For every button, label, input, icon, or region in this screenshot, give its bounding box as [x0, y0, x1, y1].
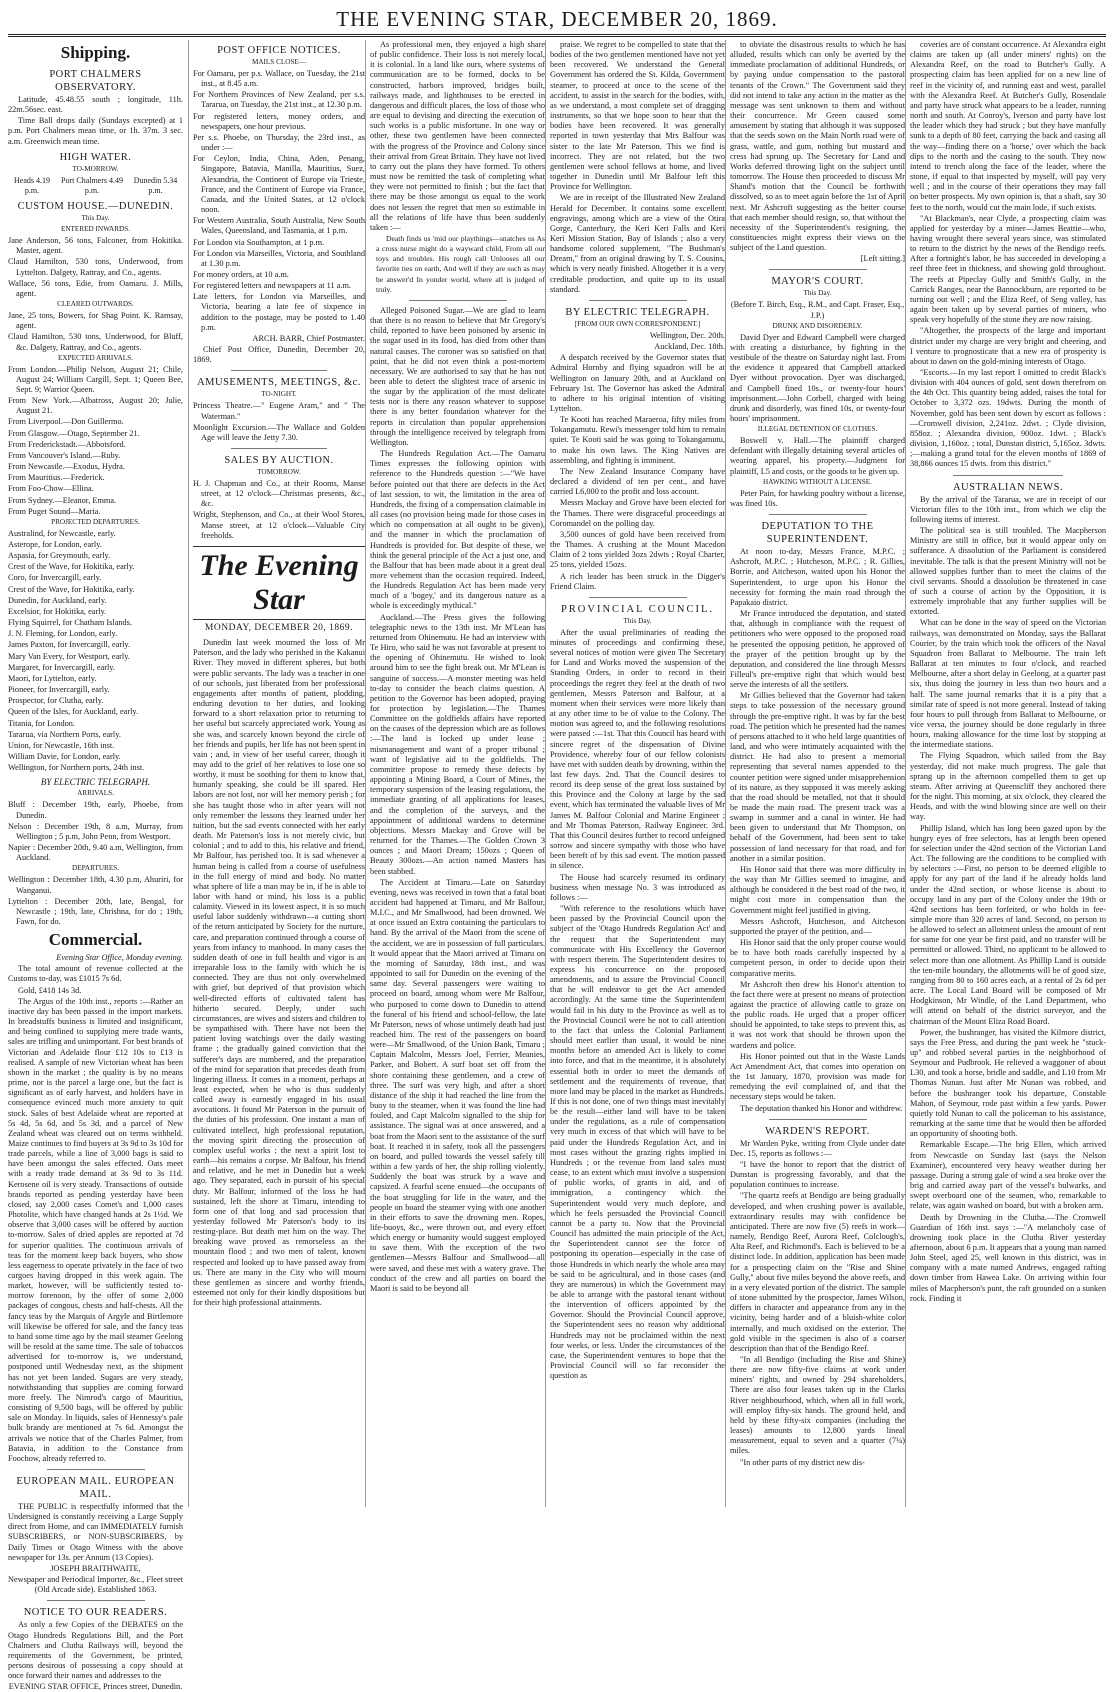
- projected-departure-item: J. N. Fleming, for London, early.: [8, 629, 118, 639]
- australian-item: By the arrival of the Tararua, we are in receipt of our Victorian files to the 10th inst., from which we clip the following items of interest.: [910, 494, 1106, 524]
- entered-item: Claud Hamilton, 530 tons, Underwood, from Lyttelton. Dalgety, Rattray, and Co., agents.: [8, 257, 183, 277]
- projected-departure-item: Crest of the Wave, for Hokitika, early.: [8, 584, 135, 594]
- divider: [47, 1469, 145, 1470]
- warden-escorts: "Escorts.—In my last report I omitted to credit Black's division with 404 ounces of gold, sent down therefrom on the 4th Oct. This quantity being added, raises the total for October to 3,372 ozs. 19dwts. During the month of November, gold has been sent down by escort as follows :—Cromwell division, 2,241oz. 2dwt. ; Clyde division, 858oz. ; Alexandra division, 900oz. 1dwt. ; Black's division, 1,160oz. ; total, Dunstan district, 5,165oz. 3dwts. ;—making a grand total for the eleven months of 1869 of 38,866 ounces 15 dwts. from this district.": [910, 368, 1106, 469]
- mayors-court-bench: (Before T. Birch, Esq., R.M., and Capt. Fraser, Esq., J.P.): [730, 300, 905, 320]
- expected-arrival-item: From Puget Sound—Maria.: [8, 506, 101, 516]
- projected-departure-item: Asterope, for London, early.: [8, 540, 102, 549]
- column-news-3: [725, 40, 905, 1507]
- european-mail-address: Newspaper and Periodical Importer, &c., Fleet street (Old Arcade side). Established 1863.: [8, 1575, 183, 1595]
- entered-heading: ENTERED INWARDS.: [60, 225, 131, 234]
- post-office-item: Per s.s. Phoebe, on Thursday, the 23rd inst., as under :—: [193, 132, 365, 153]
- court-case: David Dyer and Edward Campbell were charged with creating a disturbance, by fighting in the vestibule of the theatre on Saturday night last. From the evidence it appeared that Campbell attacked Dyer without provocation. Dyer was discharged, and Campbell fined 10s., or twenty-four hours' imprisonment.—John Corbell, charged with being drunk and disorderly, was fined 10s, or twenty-four hours' imprisonment.: [730, 332, 905, 423]
- high-water-table: [8, 176, 183, 196]
- high-water-heading: HIGH WATER.: [59, 151, 132, 163]
- left-sitting: [Left sitting.]: [860, 254, 905, 264]
- readers-notice-text: As only a few Copies of the DEBATES on the Otago Hundreds Regulations Bill, and the Port Chalmers and Clutha Railways will, beyond the requirements of the Government, be printed, persons desirous of possessing a copy should at once forward their names and addresses to the: [8, 1620, 183, 1681]
- telegraph-item: Messrs Mackay and Grove have been elected for the Thames. There were disgraceful proceedings at Coromandel on the polling day.: [550, 498, 725, 528]
- post-office-item: For London via Marseilles, Victoria, and Southland at 1.30 p.m.: [193, 248, 365, 268]
- projected-departure-item: Coro, for Invercargill, early.: [8, 573, 102, 583]
- divider: [769, 514, 867, 515]
- european-mail-text: THE PUBLIC is respectfully informed that the Undersigned is constantly receiving a Large Supply direct from Home, and can IMMEDIATELY furnish SUBSCRIBERS, or NON-SUBSCRIBERS, by Daily Times or Otago Witness with the above newspaper for 13s. per Annum (13 Copies).: [8, 1501, 183, 1562]
- wardens-report-heading: WARDEN'S REPORT.: [765, 1125, 870, 1137]
- warden-continued: coveries are of constant occurrence. At Alexandra eight claims are taken up (all under miners' rights) on the Alexandra Reef, on the road to Butcher's Gully. A prospecting claim has been applied for on a new line of reef in the vicinity of, and running east and west, parallel with the Alexandra Reef. At Butcher's Gully, Rosendale and party have struck what appears to be a leader, running north and south. At Conroy's, Iverson and party have lost the leader which they had struck ; but they have manfully sunk to a depth of 80 feet, carrying the back and casing all the way—finding there on a 'horse,' over which the back dips to the north and the casing to the south. They now intend to trench along the face of the leader, where the stone, if equal to that inspected by myself, will pay very well ; and in the course of their operations they may fall on better prospects. My own opinion is, that a shaft, say 30 feet to the north, would cut the main lode, if such exists.: [910, 40, 1106, 212]
- telegraph-heading: BY ELECTRIC TELEGRAPH.: [40, 777, 151, 788]
- court-case: Peter Pain, for hawking poultry without a license, was fined 10s.: [730, 488, 905, 508]
- cleared-item: Jane, 25 tons, Bowers, for Shag Point. K. Ramsay, agent.: [8, 311, 183, 331]
- mayors-court-sub: This Day.: [803, 289, 832, 298]
- australian-news-heading: AUSTRALIAN NEWS.: [952, 481, 1064, 493]
- commercial-heading: Commercial.: [48, 930, 143, 950]
- projected-departure-item: Union, for Newcastle, 16th inst.: [8, 740, 115, 750]
- dateline-wellington: Wellington, Dec. 20th.: [649, 330, 725, 340]
- amusements-sub: TO-NIGHT.: [261, 390, 297, 399]
- post-office-list: [193, 69, 365, 333]
- projected-departure-item: Dunedin, for Auckland, early.: [8, 595, 107, 605]
- projected-list: [8, 529, 183, 773]
- projected-departure-item: William Davie, for London, early.: [8, 751, 121, 761]
- warden-para: Mr Warden Pyke, writing from Clyde under date Dec. 15, reports as follows :—: [730, 1138, 905, 1158]
- projected-departure-item: Excelsior, for Hokitika, early.: [8, 606, 107, 616]
- page-columns: [8, 40, 1106, 1692]
- australian-item: The political sea is still troubled. The Macpherson Ministry are still in office, but it would appear only on sufferance. A dissolution of the Parliament is considered inevitable. The talk is that the present Ministry will not be allowed supplies further than to meet the claims of the civil servants. Should a dissolution be threatened in case of such a course of action by the Opposition, it is extremely improbable that any further supplies will be extorted.: [910, 526, 1106, 617]
- projected-departure-item: Wellington, for Northern ports, 24th inst.: [8, 763, 145, 773]
- expected-arrival-item: From London.—Philip Nelson, August 21; Chile, August 24; William Cargill, Sept. 1; Queen Bee, Sept. 9; Warrior Queen.: [8, 364, 183, 394]
- high-water-heads: Heads 4.19 p.m.: [14, 175, 51, 195]
- amusement-item: Moonlight Excursion.—The Wallace and Golden Age will leave the Jetty 7.30.: [193, 422, 365, 442]
- deputation-para: Mr Gillies believed that the Governor had taken steps to take possession of the necessary ground through the pre-emptive right. It was by far the best road. The petition which he presented had the names of persons attached to it who held large quantities of land, and who were intimately acquainted with the district. He had also to present a memorial representing that several names appended to the counter petition were signed under misapprehension of its nature, as they supposed it was merely asking that the road should be metalled, not that it should be made the main road. The present track was a swamp in summer and a canal in winter. He had been given to understand that Mr Thompson, on behalf of the Government, had been sent to take possession of land necessary for that road, and for another in a similar position.: [730, 691, 905, 863]
- expected-list: [8, 365, 183, 517]
- projected-departure-item: James Paxton, for Invercargill, early.: [8, 640, 131, 650]
- news-illustrated-herald: We are in receipt of the Illustrated New Zealand Herald for December. It contains some excellent engravings, among which are a view of the Otira Gorge, Canterbury, the Keri Keri Falls and Keri Keri Mission Station, Bay of Islands ; also a very handsome colored supplement, "The Bushman's Dream," from an original drawing by T. S. Cousins, which is very neatly finished. Altogether it is a very creditable production, and quite up to its usual standard.: [550, 193, 725, 294]
- news-poisoned-sugar: Alleged Poisoned Sugar.—We are glad to learn that there is no reason to believe that Mr Gregory's child, reported to have been poisoned by arsenic in the sugar used in its food, has died from other than natural causes. The coroner was so satisfied on that point, that he did not even think a post-mortem necessary. We are authorised to say that he has not been able to detect the slightest trace of arsenic in the sugar by the application of the most delicate tests nor is there any reason whatever to suppose there is any better foundation whatever for the reports in circulation than popular apprehension through the intelligence received by telegraph from Wellington.: [370, 305, 545, 447]
- dateline-auckland: Auckland, Dec. 18th.: [654, 342, 725, 352]
- expected-arrival-item: From Frederickstadt.—Abbotsford.: [8, 439, 126, 449]
- amusement-item: Princess Theatre.—" Eugene Aram," and " The Waterman.": [193, 401, 365, 421]
- warden-para: "I have the honor to report that the district of Dunstan is progressing favorably, and that the population continues to increase.: [730, 1160, 905, 1190]
- post-office-item: For Western Australia, South Australia, New South Wales, Queensland, and Tasmania, at 1 p.m.: [193, 216, 365, 236]
- commercial-report: The Argus of the 10th inst., reports :—Rather an inactive day has been passed in the import markets. In breadstuffs business is limited and insignificant, and being confined to supplying mere trade wants, sales are trifling and unimportant. For best brands of Victorian and Adelaide flour £12 10s to £13 is realised. A sample of new Victorian wheat has been shown in the market ; the quality is by no means prime, nor is the parcel a large one, but the fact is significant as of early harvest, and holders have in consequence evinced much more anxiety to quit stock. Sales of best Adelaide wheat are reported at 5s 4d, 5s 6d, and 5s 3d, and a parcel of New Zealand wheat was cleared out on terms withheld. Maize continues to find buyers at 3s 9d to 3s 10d for trade parcels, while a line of 3,000 bags is said to have been amongst the sales effected. Oats meet with a ready trade demand at 3s 9d to 3s 11d. Kerosene oil is very steady. Transactions of outside brands reported as pending yesterday have been closed, say 2,000 cases Comet's and 1,000 cases Photolite, which have changed hands at 2s 1½d. We observe that 3,000 cases will be offered by auction to-morrow. Sales of dried apples are reported at 7d for superior qualities. The continuous arrivals of teas for the moment keep back buyers, who show less eagerness to operate privately in the face of two cargoes having dropped in this week again. The market, however, will be sufficiently tested to-morrow forenoon, by the offer of some 2,000 packages of congous, chests and half-chests. All the fancy teas by the Marquis of Argyle and Birtlemore will likewise be offered for sale, and the fancy teas to hand some time ago by the mail steamer Geelong will be resold at the same time. The sale of tobaccos advertised for to-morrow is, we understand, postponed until Wednesday next, as the shipment has not yet been landed. Sugars are very steady, notwithstanding that supplies are coming forward more freely. The Nimrod's cargo of Mauritius, consisting of 9,500 bags, will be offered by public sale on Monday. In liquids, sales of Hennessy's pale bulk brandy are mentioned at 7s 6d. Amongst the arrivals we notice that of the Charles Palmer, from Batavia, in addition to the Constance from Foochow, already referred to.: [8, 996, 183, 1463]
- expected-arrival-item: From New York.—Albatross, August 20; Julie, August 21.: [8, 396, 183, 416]
- post-office-item: For Ceylon, India, China, Aden, Penang, Singapore, Batavia, Manilla, Mauritius, Suez, Alexandria, the Continent of Europe via Trieste, France, and the Continent of Europe via France, Canada, and the United States, at 12 o'clock noon.: [193, 154, 365, 215]
- projected-departure-item: Queen of the Isles, for Auckland, early.: [8, 707, 139, 717]
- custom-house-heading: CUSTOM HOUSE.—DUNEDIN.: [17, 201, 174, 213]
- timaru-accident-continued: praise. We regret to be compelled to state that the bodies of the two gentlemen mentioned have not yet been recovered. We understand the General Government has ordered the St. Kilda, Government steamer, to proceed at once to the scene of the accident, to assist in the search for the bodies, with, as we understand, a most complete set of dragging instruments, so that we hope soon to hear that the bodies have been recovered. It was generally reported in town yesterday that Mrs Balfour was sister to the late Mr Paterson. This we find is incorrect. They are not related, but the two gentlemen were school fellows at home, and lived together in Dunedin until Mr Balfour left this Province for Wellington.: [550, 40, 725, 192]
- post-office-item: For registered letters and newspapers at 11 a.m.: [193, 281, 351, 291]
- mayors-court-heading: MAYOR'S COURT.: [771, 276, 864, 288]
- projected-departure-item: Aspasia, for Greymouth, early.: [8, 551, 111, 561]
- telegraph-item: Te Kooti has reached Maraeroa, fifty miles from Tokangamutu. Rewi's messenger told him to remain quiet. Te Kooti said he was going to Tokangamutu, to make his own laws. The King Natives are assembling, and fighting is imminent.: [550, 415, 725, 465]
- warden-continued: "At Blackman's, near Clyde, a prospecting claim was applied for yesterday by a miner—James Beattie—who, having wrought there several years since, was stimulated to return to the district by the news of the Bendigo reefs. After a fortnight's labor, he has succeeded in developing a reef three feet in thickness, and showing gold throughout. The reefs at Pipeclay Gully and Smith's Gully, in the Carrick Ranges, near the Bannockburn, are reported to be turning out well ; and the Eliza Reef, of Seng valley, has again been taken up by several parties of miners, who speak very hopefully of the stone they are now raising.: [910, 213, 1106, 325]
- drunk-heading: DRUNK AND DISORDERLY.: [772, 321, 863, 330]
- telegraph-item: A despatch received by the Governor states that Admiral Hornby and flying squadron will be at Wellington on January 20th, and at Auckland on February 1st. The Governor has asked the Admiral to adhere to his original intention of visiting Lyttelton.: [550, 353, 725, 413]
- projected-departure-item: Maori, for Lyttelton, early.: [8, 673, 97, 683]
- european-mail-name: JOSEPH BRAITHWAITE,: [50, 1563, 141, 1573]
- readers-notice-heading: NOTICE TO OUR READERS.: [23, 1607, 168, 1619]
- warden-para: "The quartz reefs at Bendigo are being gradually developed, and when crushing power is available, extraordinary results may with confidence be anticipated. There are now five (5) reefs in work—namely, Bendigo Reef, Aurora Reef, Colclough's, Alta Reef, and Richmond's. Each is believed to be a distinct lode. In addition, application has been made for a prospecting claim on the "Rise and Shine Gully," about five miles beyond the above reefs, and in a very elevated portion of the district. The sample of stone submitted by the prospector, James Wilson, differs in character and appearance from any in the vicinity, being harder and of a bluish-white color internally, and much oxidised on the exterior. The gold visible in the specimen is also of a coarser description than that of the Bendigo Reef.: [730, 1191, 905, 1353]
- sales-sub: TOMORROW.: [257, 468, 301, 476]
- council-message: "With reference to the resolutions which have been passed by the Provincial Council upon the subject of the 'Otago Hundreds Regulation Act' and the request that the Superintendent may communicate with His Excellency the Governor with respect thereto. The Superintendent desires to express his concurrence on the proposed amendments, and to assure the Provincial Council that he will endeavor to get the Act amended accordingly. At the same time the Superintendent would fail in his duty to the Province as well as to the Provincial Council were he not to call attention to the fact that unless the Colonial Parliament should meet earlier than usual, it would be nine months before an amended Act is likely to come into force, and that in the meantime, it is absolutely essential both in order to meet the demands of settlement and the requirements of revenue, that more land may be placed in the market as Hundreds. If this is not done, one of two things must inevitably be the result—either land will have to be taken under the regulations, as a rule of compensation very much in excess of that which will have to be paid under the Hundreds Regulation Act, and in most cases without the grazing rights implied in Hundreds ; or the revenue from land sales must cease, to an extent which must involve a suspension of public works, of grants in aid, and of immigration, a contingency which the Superintendent would very much deplore, and which he feels persuaded the Provincial Council cannot be a party to. Now that the Provincial Council has admitted the main principle of the Act, the Superintendent cannot see the force of postponing its operation—especially in the case of those Hundreds in which nearly the whole area may be said to be agricultural, and in those cases (and they are numerous) in which the Government may be able to arrange with the pastoral tenant without the intervention of officers appointed by the Governor. Should the Provincial Council approve, the Superintendent sees no reason why additional Hundreds may not be proclaimed within the next four weeks, or less. Under the circumstances of the case, the Superintendent ventures to hope that the Provincial Council will so far reconsider the question as: [550, 904, 725, 1381]
- issue-date: MONDAY, DECEMBER 20, 1869.: [204, 622, 354, 633]
- news-auckland: Auckland.—The Press gives the following telegraphic news to the 13th inst. Mr M'Lean has returned from Ohinemutu. He had an interview with Te Hiro, who said he was not favorable at present to the opening of Ohinemutu. He wished to look around him to see the fight break out. Mr M'Lean is sanguine of success.—A monster meeting was held to-day to consider the beach claims question. A petition to the Governor has been adopted, praying for protection by legislation.—The Thames Committee on the goldfields affairs have reported on the causes of the depression which are as follows :—The land is locked up under lease ; mismanagement and want of a proper tribunal ; want of legislative aid to the goldfields. The committee propose to remedy these defects by appointing a Mining Board, a Court of Mines, the temporary suspension of the leasing regulations, the immediate granting of all applications for leases, and the completion of the surveys, and the appointment of additional wardens to determine objections. Messrs Mackay and Grove will be returned for the Thames.—The Golden Crown 3 ounces ; and Maori Dream; 150ozs ; Queen of Beauty 300ozs.—An action named Masters has been stabbed.: [370, 612, 545, 876]
- telegraph-item: A rich leader has been struck in the Digger's Friend Claim.: [550, 571, 725, 591]
- projected-departure-item: Tararua, via Northern Ports, early.: [8, 729, 121, 739]
- high-water-sub: TO-MORROW.: [72, 164, 119, 173]
- departures-heading: DEPARTURES.: [71, 864, 120, 873]
- clothes-heading: ILLEGAL DETENTION OF CLOTHES.: [757, 425, 878, 434]
- council-message-continued: to obviate the disastrous results to which he has alluded, results which can only be averted by the immediate proclamation of additional Hundreds, or by paying undue compensation to the pastoral tenants of the Crown." The Government said they did not intend to take any action in the matter as the message was sent unknown to them and without their concurrence. Mr Green caused some amusement by stating that although it was supposed that the seeds sown on the Main North road were of grass, wattle, and gum, nothing but mustard and cress had sprung up. The Secretary for Land and Works deferred throwing light on the subject until tomorrow. The House then proceeded to discuss Mr Shand's motion that the Council be forthwith dissolved, so as to meet again before the 1st of April next. Mr Ashcroft suggesting as the better course that each member should resign, so, that without the necessity of the Superintendent's resigning, the constituencies might express their views on the subject of the Land question.: [730, 40, 905, 253]
- projected-departure-item: Mary Van Every, for Westport, early.: [8, 651, 130, 661]
- divider: [769, 269, 867, 270]
- post-office-item: For London via Southampton, at 1 p.m.: [193, 237, 325, 247]
- australian-item: The Flying Squadron, which sailed from the Bay yesterday, did not make much progress. The gale that sprang up in the afternoon compelled them to get up steam. After arriving at Queenscliff they anchored there for the night. This morning, at six o'clock, they cleared the Heads, and with the wind blowing since are well on their way.: [910, 751, 1106, 822]
- european-mail-heading: EUROPEAN MAIL. EUROPEAN MAIL.: [16, 1475, 175, 1500]
- australian-item: Death by Drowning in the Clutha.—The Cromwell Guardian of 16th inst. says :—"A melancholy case of drowning took place in the Clutha River yesterday afternoon, about 6 p.m. It appears that a young man named John Steel, aged 25, well known in this district, was in company with a mate named Andrews, engaged rafting down timber from Hawea Lake. On arriving within four miles of Macpherson's punt, the raft grounded on a sunken rock. Finding it: [910, 1212, 1106, 1303]
- expected-arrival-item: From Sydney.—Eleanor, Emma.: [8, 495, 117, 505]
- australian-item: Power, the bushranger, has visited the Kilmore district, says the Free Press, and during the past week he "stuck-up" and robbed several parties in the neighborhood of Seymour and Pudbrook. He relieved a waggoner of about L30, and took a horse, bridle and saddle, and L10 from Mr Thomas Nunan. Just after Mr Nunan was robbed, and before the bushranger took his departure, Constable Mahon, of Seymour, rode past within a few yards. Power quietly told Nunan to call the policeman to his assistance, remarking at the same time that he would then be afforded an opportunity of shooting both.: [910, 1027, 1106, 1139]
- column-news-1: [365, 40, 545, 1507]
- post-office-date: Chief Post Office, Dunedin, December 20, 1869.: [193, 345, 365, 365]
- divider: [231, 370, 327, 371]
- newspaper-nameplate: The Evening Star: [193, 546, 365, 620]
- commercial-office: Evening Star Office, Monday evening.: [56, 953, 183, 963]
- expected-arrival-item: From Vancouver's Island.—Ruby.: [8, 450, 121, 460]
- warden-para: "In other parts of my district new dis-: [740, 1457, 865, 1467]
- post-office-sub: MAILS CLOSE—: [251, 58, 307, 66]
- projected-heading: PROJECTED DEPARTURES.: [51, 517, 140, 526]
- divider: [409, 300, 507, 301]
- post-office-heading: POST OFFICE NOTICES.: [217, 45, 341, 56]
- editorial-verse: Death finds us 'mid our playthings—snatches us As a cross nurse might do a wayward child, From all our toys and troubles. His rough call Unlooses all our favorite ties on earth, And well if they are such as may be answer'd In yonder world, where all is judged of truly.: [376, 233, 545, 294]
- court-case: Boswell v. Hall.—The plaintiff charged defendant with illegally detaining several articles of wearing apparel, his property.—Judgment for plaintiff, L5 and costs, or the goods to be given up.: [730, 436, 905, 476]
- projected-departure-item: Margaret, for Invercargill, early.: [8, 662, 115, 672]
- amusements-heading: AMUSEMENTS, MEETINGS, &c.: [197, 377, 361, 389]
- readers-notice-sign: EVENING STAR OFFICE, Princes street, Dunedin.: [8, 1682, 183, 1692]
- cleared-item: Claud Hamilton, 530 tons, Underwood, for Bluff, &c. Dalgety, Rattray, and Co., agents.: [8, 332, 183, 352]
- australian-item: What can be done in the way of speed on the Victorian railways, was demonstrated on Monday, says the Ballarat Courier, by the train which took the officers of the Naval Squadron from Ballarat to Melbourne. The train left Ballarat at ten minutes to four o'clock, and reached Melbourne, after a short delay in Geelong, at a quarter past six, thus doing the journey in less than two hours and a half. The same journal remarks that it is a pity that a similar rate of speed is not more general. Instead of taking four hours to pull through from Ballarat to Melbourne, or vice versa, the journey should be done regularly in three hours, making allowance for the time lost by stopping at the intermediate stations.: [910, 618, 1106, 750]
- deputation-heading: DEPUTATION TO THE SUPERINTENDENT.: [761, 521, 874, 546]
- column-editorial: [188, 40, 365, 1507]
- column-news-2: [545, 40, 725, 1507]
- expected-arrival-item: From Liverpool.—Don Guillermo.: [8, 417, 124, 427]
- deputation-para: At noon to-day, Messrs France, M.P.C. ; Ashcroft, M.P.C. ; Hutcheson, M.P.C. ; R. Gillies, Borrie, and Aitcheson, waited upon his Honor the Superintendent, to urge upon his Honor the necessity for forming the main road through the Papakaio district.: [730, 547, 905, 607]
- arrival-item: Bluff : December 19th, early, Phoebe, from Dunedin.: [8, 800, 183, 820]
- departure-item: Lyttelton : December 20th, late, Bengal, for Newcastle ; 19th, late, Chrishna, for do ; 19th, Fawn, for do.: [8, 896, 183, 926]
- australian-item: Phillip Island, which has long been gazed upon by the hungry eyes of free selectors, has at length been opened for selection under the 42nd section of the Victorian Land Act. The following are the conditions to be complied with by selectors :—First, no person to be deemed eligible to apply for any part of the land if he already holds land under the 42nd section, or whose license is about to occupy land in any part of the Colony under the 19th or 42nd sections has been forfeited, or who holds in fee-simple more than 320 acres of land. Second, no person to be allowed to select an allotment unless the amount of rent for same for one year be first paid, and no transfer will be permitted or allowed. Third, no applicant to be allowed to select more than one allotment. As Phillip Land is outside the ten-mile boundary, the allotments will be of good size, ranging from 80 to 160 acres each, at a rental of 2s 6d per acre. The Local Land Board will be composed of Mr Hodgkinson, Mr Windle, of the Land Department, who will attend on behalf of the district surveyor, and the chairman of the Mount Eliza Road Board.: [910, 823, 1106, 1026]
- hawking-heading: HAWKING WITHOUT A LICENSE.: [763, 477, 872, 486]
- commercial-revenue: The total amount of revenue collected at the Customs to-day, was £1015 7s 6d.: [8, 964, 183, 984]
- post-office-item: For money orders, at 10 a.m.: [193, 269, 289, 279]
- projected-departure-item: Crest of the Wave, for Hokitika, early.: [8, 562, 135, 572]
- departure-item: Wellington : December 18th, 4.30 p.m, Ahuriri, for Wanganui.: [8, 875, 183, 895]
- arrival-item: Napier : December 20th, 9.40 a.m, Wellington, from Auckland.: [8, 843, 183, 863]
- council-proceedings: After the usual preliminaries of reading the minutes of proceedings and confirming these, several notices of motion were given The Secretary for Land and Works moved the suspension of the Standing Orders, in order to record in their proceedings the regret they feel at the death of two gentlemen, Messrs Paterson and Balfour, at a moment when their services were more likely than at any other time to be of value to the Colony. The motion was agreed to, and the following resolutions were passed :—1st. That this Council has heard with sincere regret of the dispensation of Divine Providence, whereby four of our fellow colonists have met with sudden death by drowning, within the last few days. 2nd. That the Council desires to record its deep sense of the great loss sustained by this Province and the Colony at large by the sad event, which has terminated the valuable lives of Mr James M. Balfour Colonial and Marine Engineer ; and Mr Thomas Paterson, Railway Engineer. 3rd. That this Council desires further to record unfeigned sorrow and sincere sympathy with those who have been bereft of by this sad event. The motion passed in silence.: [550, 627, 725, 871]
- deputation-para: His Honor said that the only proper course would be to have both roads carefully inspected by a competent person, in order to decide upon their comparative merits.: [730, 938, 905, 978]
- telegraph-item: The New Zealand Insurance Company have declared a dividend of ten per cent., and have carried L6,000 to the profit and loss account.: [550, 466, 725, 497]
- expected-arrival-item: From Mauritius.—Frederick.: [8, 473, 105, 483]
- observatory-timeball: Time Ball drops daily (Sundays excepted) at 1 p.m. Port Chalmers mean time, or 1h. 37m. 3 sec. a.m. Greenwich mean time.: [8, 116, 183, 146]
- projected-departure-item: Pioneer, for Invercargill, early.: [8, 685, 110, 695]
- divider: [953, 475, 1063, 476]
- observatory-text: Latitude, 45.48.55 south ; longitude, 11h. 22m.56sec. east.: [8, 95, 183, 115]
- telegraph-item: 3,500 ounces of gold have been received from the Thames. A crushing at the Mount Macedon Claim of 2 tons yielded 3ozs 2dwts ; Royal Charter, 25 tons, yielded 15ozs.: [550, 529, 725, 570]
- projected-departure-item: Titania, for London.: [8, 718, 75, 728]
- shipping-heading: Shipping.: [60, 43, 131, 62]
- electric-telegraph-heading: BY ELECTRIC TELEGRAPH.: [565, 306, 710, 318]
- column-news-4: [905, 40, 1106, 1507]
- custom-house-sub: This Day.: [81, 214, 110, 223]
- sale-item: H. J. Chapman and Co., at their Rooms, Manse street, at 12 o'clock—Christmas presents, &c., &c.: [193, 479, 365, 509]
- divider: [589, 597, 687, 598]
- projected-departure-item: Flying Squirrel, for Chatham Islands.: [8, 618, 132, 628]
- entered-item: Jane Anderson, 56 tons, Falconer, from Hokitika. Master, agent.: [8, 236, 183, 256]
- post-office-item: For Oamaru, per p.s. Wallace, on Tuesday, the 21st inst., at 8.45 a.m.: [193, 69, 365, 89]
- electric-telegraph-sub: [FROM OUR OWN CORRESPONDENT.]: [574, 319, 701, 328]
- news-hundreds-act: The Hundreds Regulation Act.—The Oamaru Times expresses the following opinion with reference to the Hundreds question :—"We have before pointed out that there are defects in the Act of last session, to wit, the limitation in the area of Hundreds, the fixing of a compensation claimable in all cases (no provision being made for those cases in which no compensation at all ought to be given), and the manner in which the proclamation of Hundreds is provided for. But despite of these, we think the general principle of the Act a just one, and the Balfour that has been made about it a great deal more vehement than the occasion required. Indeed, the Hundreds Regulation Act has been made very much of a 'bogey,' and its dangerous nature as a whole is exceedingly mythical.": [370, 449, 545, 611]
- post-office-item: For registered letters, money orders, and newspapers, one hour previous.: [193, 111, 365, 131]
- editorial-continued: As professional men, they enjoyed a high share of public confidence. Their loss is not merely local, it is colonial. In a land like ours, where systems of communication are to be formed, docks to be constructed, harbors improved, bridges built, railways made, and lighthouses to be erected in dangerous and difficult places, the loss of those who are equal to devising and directing the execution of such works is a public misfortune. In one way or other, these two gentlemen have been connected with the progress of the Province and Colony since their arrival from Great Britain. They have not lived to carry out the plans they have formed. To others must now be remitted the task of completing what they were not permitted to finish ; but the fact that there may be those amongst us equal to the work does not lessen the regret that men so estimable in all the relations of life have thus been suddenly taken :—: [370, 40, 545, 232]
- commercial-gold: Gold, £418 14s 3d.: [18, 985, 82, 995]
- divider: [47, 1600, 145, 1601]
- expected-arrival-item: From Glasgow.—Otago, September 21.: [8, 428, 140, 438]
- warden-para: "In all Bendigo (including the Rise and Shine) there are now fifty-five claims at work under miners' rights, and owned by 294 shareholders. There are also four leases taken up in the Clarks River neighbourhood, which, when all in full work, will employ fifty-six hands. The ground held, and held by these fifty-six companies (including the leases) amounts to 12,800 yards lineal measurement, equal to seven and a quarter (7¼) miles.: [730, 1354, 905, 1456]
- sales-heading: SALES BY AUCTION.: [224, 455, 334, 466]
- news-timaru-accident: The Accident at Timaru.—Late on Saturday evening, news was received in town that a fatal boat accident had happened at Timaru, and Mr Balfour, M.I.C., and Mr Smallwood, had been drowned. We at once issued an Extra containing the particulars to hand. By the arrival of the Maori from the scene of the accident, we are in possession of full particulars. It would appear that the Maori arrived at Timaru on the morning of Saturday, 18th inst., and was appointed to sail for Dunedin on the evening of the same day. Several passengers were waiting to proceed on board, among whom were Mr Balfour, who purposed to come down to Dunedin to attend the funeral of his friend and school-fellow, the late Mr Paterson, news of whose untimely death had just reached him. The rest of the passengers on board were—Mr Smallwood, of the Union Bank, Timaru ; Captain Malcolm, Messrs Joel, Ferrier, Meanies, Parker, and Bobert. A surf boat set off from the shore containing these gentlemen, and a crew of three. The surf was very high, and after a short distance of the ship it had reached the line from the buoy to the steamer, when it was found the line had fouled, and Capt Malcolm signalled to the ship for assistance. The signal was at once answered, and a boat from the Maori sent to the assistance of the surf boat. It reached it in safety, took all the passengers on board, and pulled towards the vessel safely till within a few yards of her, the ship rolling violently. Suddenly the boat was struck by a wave and capsized. A fearful scene ensued—the occupants of the boat struggling for life in the water, and the people on board the steamer vying with one another in their efforts to save the drowning men. Ropes, life-buoys, &c., were thrown out, and every effort which energy or humanity would suggest employed to save them. With the exception of the two gentlemen—Messrs Balfour and Smallwood—all were saved, and these met with a watery grave. The conduct of the crew and all parties on board the Maori is said to be beyond all: [370, 877, 545, 1293]
- deputation-para: Mr Ashcroft then drew his Honor's attention to the fact there were at present no means of protection against the practice of allowing cattle to graze on the public roads. He urged that a proper officer should be appointed, to take steps to prevent this, as it was not work that should be thrown upon the wardens and police.: [730, 979, 905, 1050]
- post-office-item: For Northern Provinces of New Zealand, per s.s. Tararua, on Tuesday, the 21st inst., at 12.30 p.m.: [193, 90, 365, 110]
- high-water-dunedin: Dunedin 5.34 p.m.: [133, 175, 178, 195]
- observatory-heading: PORT CHALMERS OBSERVATORY.: [49, 69, 142, 93]
- provincial-council-heading: PROVINCIAL COUNCIL.: [560, 603, 715, 615]
- divider: [231, 448, 327, 449]
- post-office-item: Late letters, for London via Marseilles, and Victoria, bearing a late fee of sixpence in addition to the postage, may be posted to 1.40 p.m.: [193, 292, 365, 332]
- expected-heading: EXPECTED ARRIVALS.: [58, 353, 133, 362]
- entered-item: Wallace, 56 tons, Edie, from Oamaru. J. Mills, agent.: [8, 278, 183, 298]
- deputation-para: His Honor pointed out that in the Waste Lands Act Amendment Act, that comes into operation on the 1st January, 1870, provision was made for remedying the evil complained of, and that the necessary steps would be taken.: [730, 1051, 905, 1102]
- australian-item: Remarkable Escape.—The brig Ellen, which arrived from Newcastle on Sunday last (says the Nelson Examiner), encountered very heavy weather during her passage. During a strong gale of wind a sea broke over the brig and carried away part of the vessel's bulwarks, and swept overboard one of the seamen, who, remarkable to relate, was again washed on board, but with a broken arm.: [910, 1140, 1106, 1211]
- deputation-para: Mr France introduced the deputation, and stated that, although in compliance with the request of petitioners who were opposed to the proposed road he presented the opposing petition, he approved of the prayer of the petition brought up by the deputation, and considered the line through Messrs Filleul's pre-emptive right that which would best serve the interests of all the settlers.: [730, 609, 905, 690]
- warden-continued: "Altogether, the prospects of the large and important district under my charge are very bright and cheering, and I venture to prognosticate that a new era of prosperity is about to dawn on the gold-mining interests of Otago.: [910, 326, 1106, 366]
- expected-arrival-item: From Newcastle.—Exodus, Hydra.: [8, 462, 125, 472]
- divider: [589, 300, 687, 301]
- provincial-council-sub: This Day.: [623, 616, 652, 625]
- projected-departure-item: Prospector, for Clutha, early.: [8, 696, 104, 706]
- editorial-lead: Dunedin last week mourned the loss of Mr Paterson, and the lady who perished in the Kakanui River. They moved in different spheres, but both were public servants. The lady was a teacher in one of our schools, just liberated from her professional engagements after months of patient, plodding, enduring devotion to her duties, and looking forward to a short relaxation prior to returning to her useful but scarcely appreciated work. Young as she was, and scarcely known beyond the circle of her friends and pupils, her life has not been spent in vain ; and, in view of her useful career, though it may add to the grief of her relatives to lose one so worthy, it must be soothing for them to know that, humanly speaking, she could be ill spared. Her labors are not lost, nor will her memory perish ; for she has taught those who in after years will not only remember the lessons they learned under her tuition, but the sad events connected with her early death. Mr Paterson's loss is not merely civic, but colonial ; and to add to this, his relative and friend, Mr Balfour, has perished too. It is sad whenever a human being is called from a course of usefulness in the full energy of mind and body. No matter what sphere of life a man may be in, if he is able to labor with hand or mind, his loss is a public calamity. Viewed in its lowest aspect, it is so much useful labor suddenly withdrawn—a cutting short of the return anticipated by Society for the nurture, care, and preparation continued through a course of years from infancy to manhood. In many cases the sudden death of one in full health and vigor is an irreparable loss to the family with which he is connected. They are thus not only overwhelmed with grief, but deprived of that provision which well-directed efforts of cultivated talent has hitherto secured. Deeply, under such circumstances, are wives and sisters and children to be sympathised with. There have not been the patient loving watchings over the daily wasting frame ; the gradually gained conviction that the sufferer's days are numbered, and the preparation of the mind for separation that precedes death from lingering illness. It comes in a moment, perhaps at least expected, when he who is thus suddenly called away is earnestly engaged in his usual avocations. It found Mr Paterson in the pursuit of the duties of his profession. One instant a man of cultivated intellect, high professional reputation, the moving spirit directing the prosecution of complex useful works ; the next a spirit lost to earth—his remains a corpse. Mr Balfour, his friend and relative, and he met in Dunedin but a week ago. They separated, each in pursuit of his special duty. Mr Balfour, informed of the loss he had sustained, left the shore at Timaru, intending to form one of that long and sad procession that yesterday followed Mr Paterson's body to its resting-place. But death met him on the way. The breaking wave proved as remorseless as the mountain flood ; and two men of talent, known respected and looked up to have passed away from us. There are many in the City who will mourn these gentlemen as sincere and worthy friends, esteemed not only for their kindly dispositions but for their high professional attainments.: [193, 638, 365, 1308]
- deputation-para: The deputation thanked his Honor and withdrew.: [740, 1103, 903, 1113]
- deputation-para: His Honor said that there was more difficulty in the way than Mr Gillies seemed to imagine, and although he considered it the best road of the two, it might cost more in compensation than the Government might feel justified in giving.: [730, 864, 905, 915]
- divider: [769, 1119, 867, 1120]
- masthead: THE EVENING STAR, DECEMBER 20, 1869.: [8, 4, 1106, 37]
- projected-departure-item: Australind, for Newcastle, early.: [8, 528, 116, 538]
- post-office-sign: ARCH. BARR, Chief Postmaster.: [252, 333, 365, 343]
- sale-item: Wright, Stephenson, and Co., at their Wool Stores, Manse street, at 12 o'clock—Valuable City freeholds.: [193, 510, 365, 540]
- expected-arrival-item: From Foo-Chow—Ellina.: [8, 484, 94, 494]
- council-message-intro: The House had scarcely resumed its ordinary business when message No. 3 was introduced as follows :—: [550, 872, 725, 902]
- arrival-item: Nelson : December 19th, 8 a.m, Murray, from Wellington ; 5 p.m, John Penn, from Westport.: [8, 821, 183, 841]
- high-water-port-chalmers: Port Chalmers 4.49 p.m.: [61, 175, 124, 195]
- cleared-heading: CLEARED OUTWARDS.: [57, 300, 134, 309]
- arrivals-heading: ARRIVALS.: [77, 789, 114, 798]
- column-shipping: [8, 40, 183, 1692]
- deputation-para: Messrs Ashcroft, Hutcheson, and Aitcheson supported the prayer of the petition, and—: [730, 916, 905, 936]
